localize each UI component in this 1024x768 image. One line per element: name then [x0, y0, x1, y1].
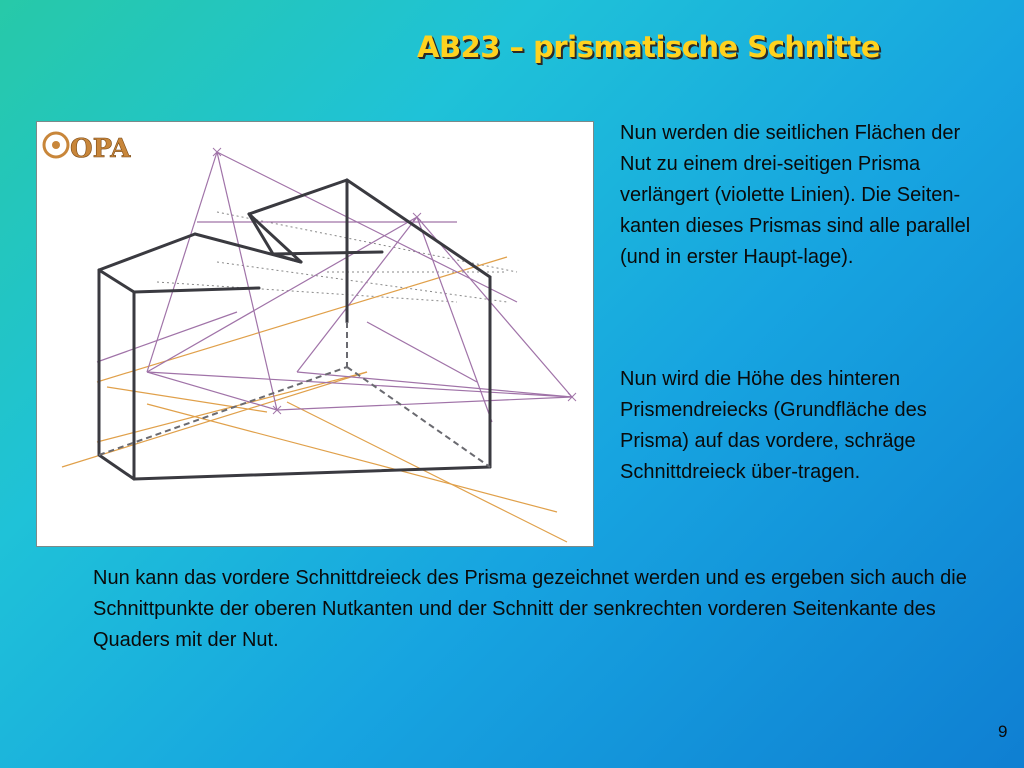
paragraph-prism-extension: Nun werden die seitlichen Flächen der Nut zu einem drei-seitigen Prisma verlängert (violette Linien). Die Seiten-kanten dieses Prismas sind alle parallel (und in erster Haupt-lage). [620, 122, 971, 268]
prism-section-figure [36, 121, 594, 547]
intersection-marks [213, 148, 576, 414]
slide-title: AB23 – prismatische Schnitte [417, 30, 881, 64]
paragraph-height-transfer: Nun wird die Höhe des hinteren Prismendreiecks (Grundfläche des Prisma) auf das vordere, schräge Schnittdreieck über-tragen. [620, 368, 927, 483]
paragraph-section-result: Nun kann das vordere Schnittdreieck des Prisma gezeichnet werden und es ergeben sich auch die Schnittpunkte der oberen Nutkanten und der Schnitt der senkrechten vorderen Seitenkante des Quaders mit der Nut. [93, 567, 967, 651]
page-number: 9 [998, 722, 1008, 741]
logo-text: OPA [70, 134, 131, 164]
opa-logo [44, 133, 131, 164]
construction-drawing [37, 122, 593, 546]
